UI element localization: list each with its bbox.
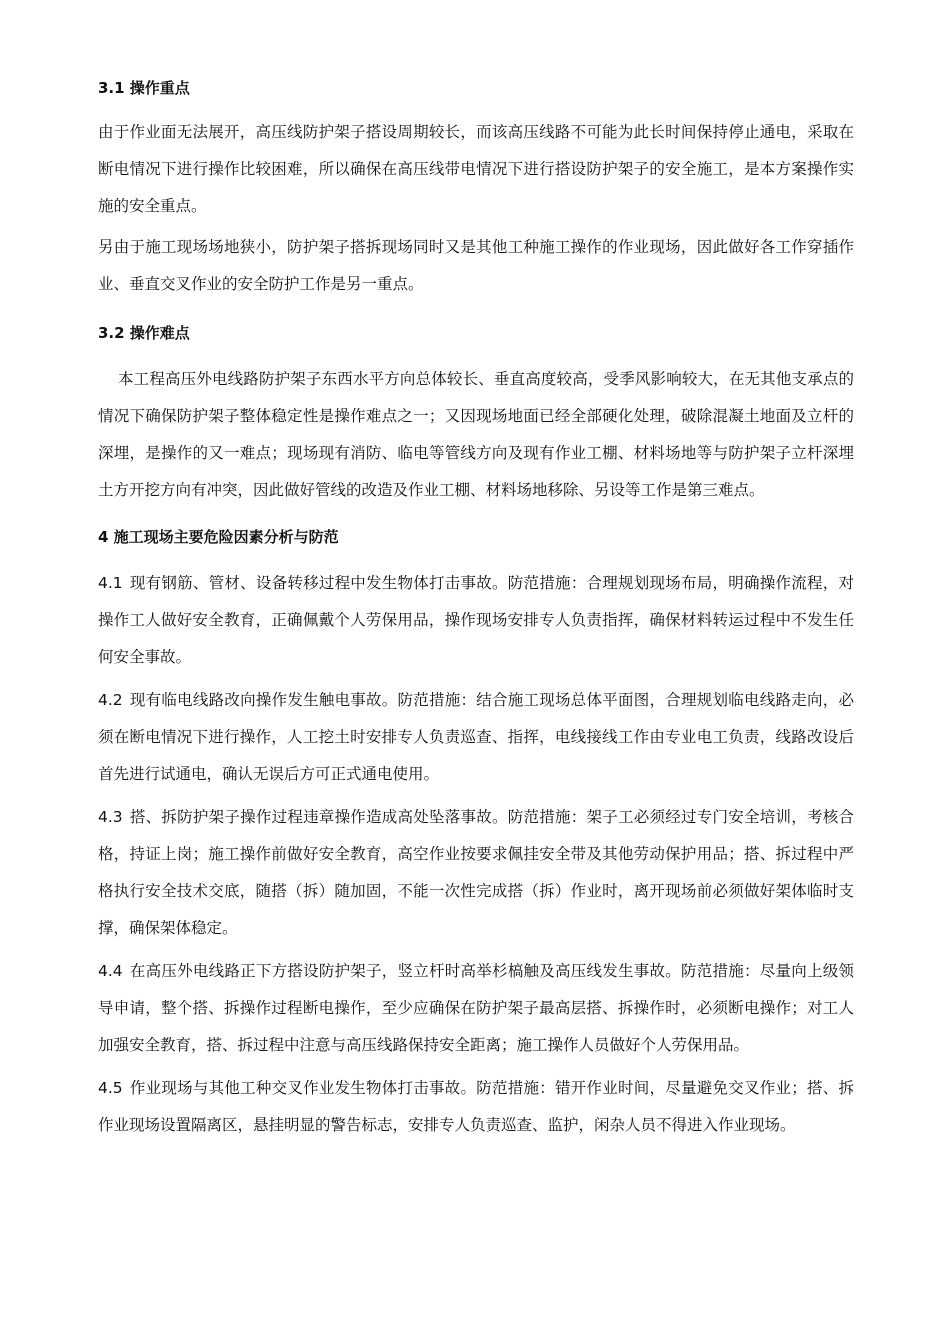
list-item-4-2 <box>98 682 854 793</box>
list-item-4-1 <box>98 565 854 676</box>
list-item-4-4 <box>98 953 854 1064</box>
item-number: 4.4 <box>98 962 123 980</box>
paragraph-3-2: 本工程高压外电线路防护架子东西水平方向总体较长、垂直高度较高，受季风影响较大，在无其他支承点的情况下确保防护架子整体稳定性是操作难点之一；又因现场地面已经全部硬化处理，破除混凝土地面及立杆的深埋，是操作的又一难点；现场现有消防、临电等管线方向及现有作业工棚、材料场地等与防护架子立杆深埋土方开挖方向有冲突，因此做好管线的改造及作业工棚、材料场地移除、另设等工作是第三难点。 <box>98 370 854 499</box>
heading-3-1: 3.1 操作重点 <box>98 79 190 97</box>
item-text: 现有临电线路改向操作发生触电事故。防范措施：结合施工现场总体平面图，合理规划临电线路走向，必须在断电情况下进行操作，人工挖土时安排专人负责巡查、指挥，电线接线工作由专业电工负责，线路改设后首先进行试通电，确认无误后方可正式通电使用。 <box>98 691 854 783</box>
item-text: 现有钢筋、管材、设备转移过程中发生物体打击事故。防范措施：合理规划现场布局，明确操作流程，对操作工人做好安全教育，正确佩戴个人劳保用品，操作现场安排专人负责指挥，确保材料转运过程中不发生任何安全事故。 <box>98 574 854 666</box>
item-number: 4.1 <box>98 574 123 592</box>
list-item-4-5 <box>98 1070 854 1144</box>
item-text: 作业现场与其他工种交叉作业发生物体打击事故。防范措施：错开作业时间，尽量避免交叉作业；搭、拆作业现场设置隔离区，悬挂明显的警告标志，安排专人负责巡查、监护，闲杂人员不得进入作业现场。 <box>98 1079 854 1134</box>
paragraph-3-1-a: 由于作业面无法展开，高压线防护架子搭设周期较长，而该高压线路不可能为此长时间保持停止通电，采取在断电情况下进行操作比较困难，所以确保在高压线带电情况下进行搭设防护架子的安全施工，是本方案操作实施的安全重点。 <box>98 123 854 215</box>
item-number: 4.2 <box>98 691 123 709</box>
heading-3-2: 3.2 操作难点 <box>98 324 190 342</box>
list-item-4-3 <box>98 799 854 947</box>
heading-4: 4 施工现场主要危险因素分析与防范 <box>98 528 339 546</box>
item-text: 在高压外电线路正下方搭设防护架子，竖立杆时高举杉槁触及高压线发生事故。防范措施：尽量向上级领导申请，整个搭、拆操作过程断电操作，至少应确保在防护架子最高层搭、拆操作时，必须断电操作；对工人加强安全教育，搭、拆过程中注意与高压线路保持安全距离；施工操作人员做好个人劳保用品。 <box>98 962 854 1054</box>
item-number: 4.5 <box>98 1079 123 1097</box>
item-number: 4.3 <box>98 808 123 826</box>
paragraph-3-1-b: 另由于施工现场场地狭小，防护架子搭拆现场同时又是其他工种施工操作的作业现场，因此做好各工作穿插作业、垂直交叉作业的安全防护工作是另一重点。 <box>98 238 854 293</box>
item-text: 搭、拆防护架子操作过程违章操作造成高处坠落事故。防范措施：架子工必须经过专门安全培训，考核合格，持证上岗；施工操作前做好安全教育，高空作业按要求佩挂安全带及其他劳动保护用品；搭、拆过程中严格执行安全技术交底，随搭（拆）随加固，不能一次性完成搭（拆）作业时，离开现场前必须做好架体临时支撑，确保架体稳定。 <box>98 808 854 937</box>
